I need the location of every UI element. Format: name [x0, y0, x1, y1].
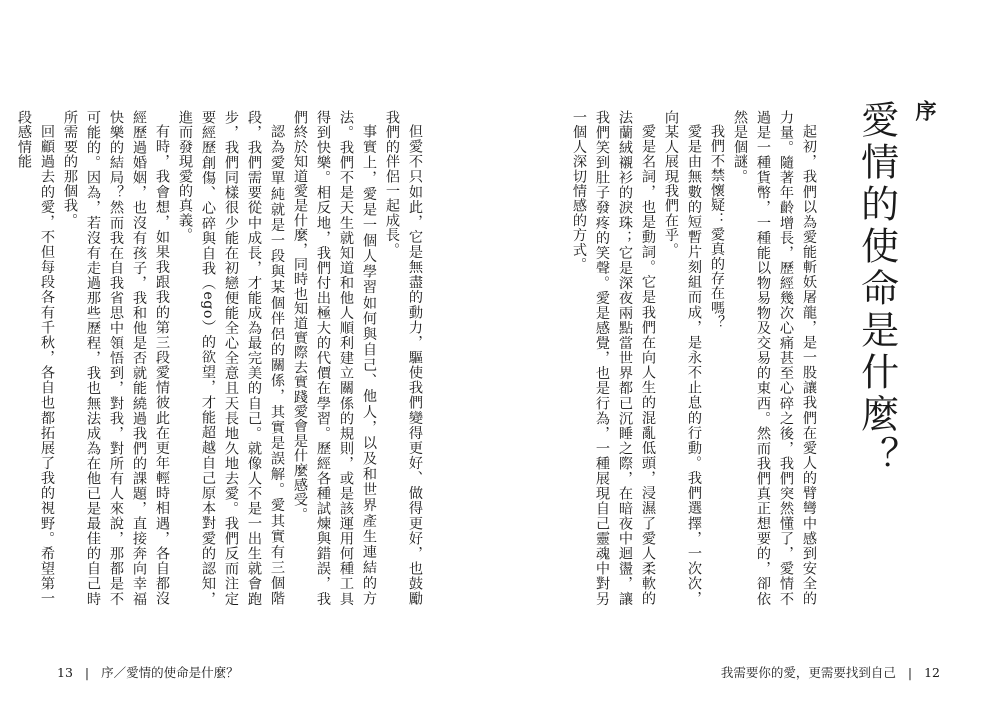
paragraph: 事實上，愛是一個人學習如何與自己、他人，以及和世界產生連結的方法。我們不是天生就知道和他人順利建立關係的規則，或是該運用何種工具得到快樂。相反地，我們付出極大的代價在學習。歷經各種試煉與錯誤，我們終於知道愛是什麼，同時也知道實際去實踐愛會是什麼感受。	[292, 110, 377, 606]
paragraph: 但愛不只如此，它是無盡的動力，驅使我們變得更好、做得更好，也鼓勵我們的伴侶一起成長。	[384, 110, 423, 606]
chapter-title: 愛情的使命是什麼？	[854, 100, 899, 478]
right-page-body	[571, 110, 820, 606]
right-page-footer	[721, 663, 940, 681]
paragraph: 認為愛單純就是一段與某個伴侶的關係，其實是誤解。愛其實有三個階段，我們需要從中成長，才能成為最完美的自己。就像人不是一出生就會跑步，我們同樣很少能在初戀便能全心全意且天長地久地去愛。我們反而注定要經歷創傷、心碎與自我（ego）的欲望，才能超越自己原本對愛的認知，進而發現愛的真義。	[177, 110, 285, 606]
running-header: 我需要你的愛，更需要找到自己	[720, 665, 896, 680]
paragraph: 我們不禁懷疑：愛真的存在嗎？	[709, 124, 725, 330]
footer-separator: |	[84, 665, 90, 680]
page-number: 13	[57, 665, 73, 680]
footer-separator: |	[907, 665, 913, 680]
page-number: 12	[924, 665, 940, 680]
left-page-footer	[57, 663, 239, 681]
paragraph: 起初，我們以為愛能斬妖屠龍，是一股讓我們在愛人的臂彎中感到安全的力量。隨著年齡增長，歷經幾次心痛甚至心碎之後，我們突然懂了，愛情不過是一種貨幣，一種能以物易物及交易的東西。然而我們真正想要的，卻依然是個謎。	[732, 110, 817, 606]
paragraph: 愛是名詞，也是動詞。它是我們在向人生的混亂低頭，浸濕了愛人柔軟的法蘭絨襯衫的淚珠；它是深夜兩點當世界都已沉睡之際，在暗夜中迴盪，讓我們笑到肚子發疼的笑聲。愛是感覺，也是行為，一種展現自己靈魂中對另一個人深切情感的方式。	[571, 110, 656, 606]
paragraph: 愛是由無數的短暫片刻組而成，是永不止息的行動。我們選擇，一次次，向某人展現我們在乎。	[663, 110, 702, 606]
running-header: 序／愛情的使命是什麼？	[101, 665, 239, 680]
paragraph: 有時，我會想，如果我跟我的第三段愛情彼此在更年輕時相遇，各自都沒經歷過婚姻，也沒有孩子，我和他是否就能繞過我們的課題，直接奔向幸福快樂的結局？然而我在自我省思中領悟到，對我，對所有人來說，那都是不可能的。因為，若沒有走過那些歷程，我也無法成為在他已是最佳的自己時所需要的那個我。	[62, 110, 170, 606]
section-label: 序	[913, 100, 938, 123]
paragraph: 回顧過去的愛，不但每段各有千秋，各自也都拓展了我的視野。希望第一段感情能	[16, 110, 55, 606]
left-page-body	[16, 110, 426, 606]
